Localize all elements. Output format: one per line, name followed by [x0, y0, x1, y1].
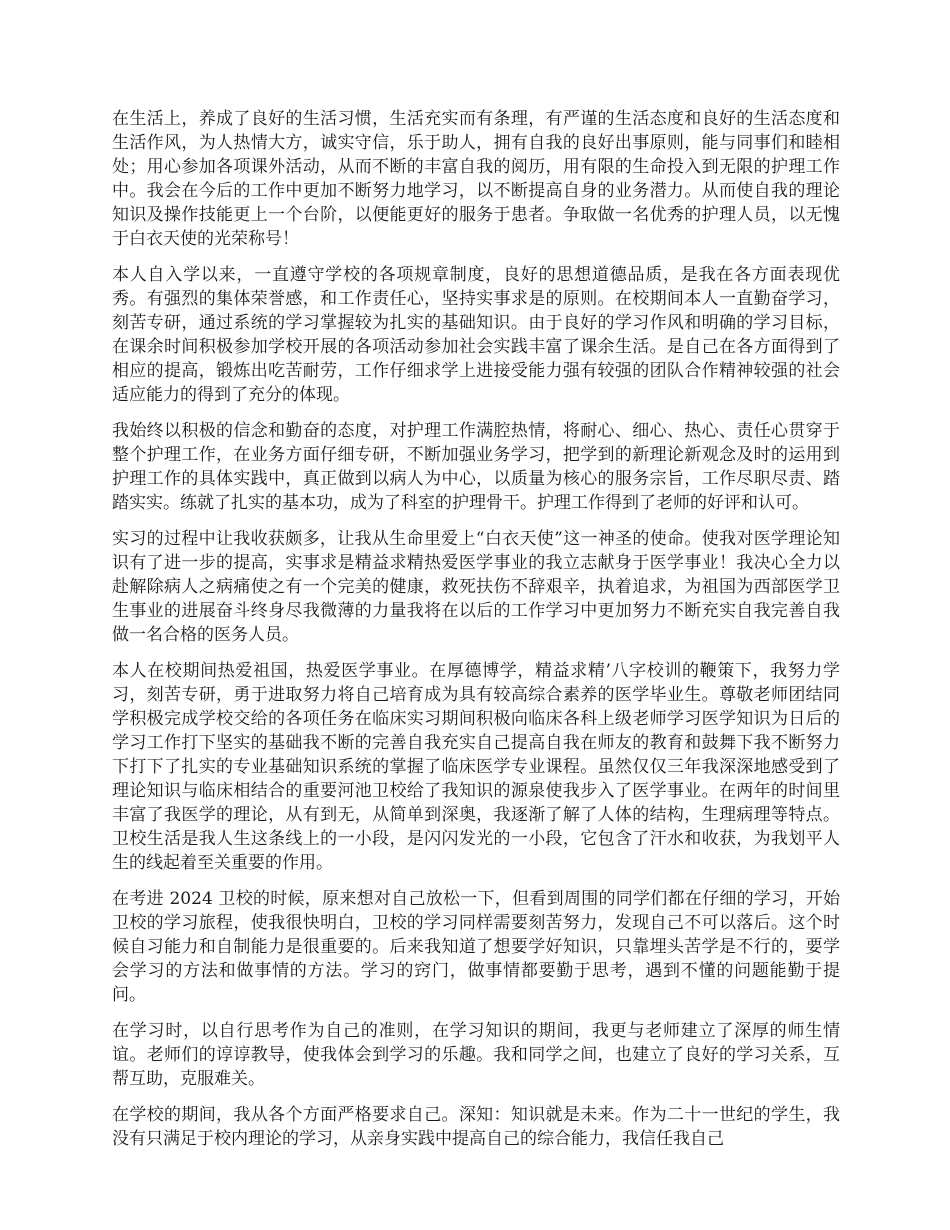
paragraph-8: 在学校的期间，我从各个方面严格要求自己。深知：知识就是未来。作为二十一世纪的学生，我没有只满足于校内理论的学习，从亲身实践中提高自己的综合能力，我信任我自己	[112, 1105, 840, 1149]
paragraph-6: 在考进 2024 卫校的时候，原来想对自己放松一下，但看到周围的同学们都在仔细的学习，开始卫校的学习旅程，使我很快明白，卫校的学习同样需要刻苦努力，发现自己不可以落后。这个时候自习能力和自制能力是很重要的。后来我知道了想要学好知识，只靠埋头苦学是不行的，要学会学习的方法和做事情的方法。学习的窍门，做事情都要勤于思考，遇到不懂的问题能勤于提问。	[112, 889, 840, 1005]
paragraph-4: 实习的过程中让我收获颇多，让我从生命里爱上“白衣天使”这一神圣的使命。使我对医学理论知识有了进一步的提高，实事求是精益求精热爱医学事业的我立志献身于医学事业！我决心全力以赴解除病人之病痛使之有一个完美的健康，救死扶伤不辞艰辛，执着追求，为祖国为西部医学卫生事业的进展奋斗终身尽我微薄的力量我将在以后的工作学习中更加努力不断充实自我完善自我做一名合格的医务人员。	[112, 529, 840, 645]
paragraph-2: 本人自入学以来，一直遵守学校的各项规章制度，良好的思想道德品质，是我在各方面表现优秀。有强烈的集体荣誉感，和工作责任心，坚持实事求是的原则。在校期间本人一直勤奋学习，刻苦专研，通过系统的学习掌握较为扎实的基础知识。由于良好的学习作风和明确的学习目标，在课余时间积极参加学校开展的各项活动参加社会实践丰富了课余生活。是自己在各方面得到了相应的提高，锻炼出吃苦耐劳，工作仔细求学上进接受能力强有较强的团队合作精神较强的社会适应能力的得到了充分的体现。	[112, 265, 840, 405]
paragraph-3: 我始终以积极的信念和勤奋的态度，对护理工作满腔热情，将耐心、细心、热心、责任心贯穿于整个护理工作，在业务方面仔细专研，不断加强业务学习，把学到的新理论新观念及时的运用到护理工作的具体实践中，真正做到以病人为中心，以质量为核心的服务宗旨，工作尽职尽责、踏踏实实。练就了扎实的基本功，成为了科室的护理骨干。护理工作得到了老师的好评和认可。	[112, 421, 840, 513]
paragraph-5: 本人在校期间热爱祖国，热爱医学事业。在厚德博学，精益求精’八字校训的鞭策下，我努力学习，刻苦专研，勇于进取努力将自己培育成为具有较高综合素养的医学毕业生。尊敬老师团结同学积极完成学校交给的各项任务在临床实习期间积极向临床各科上级老师学习医学知识为日后的学习工作打下坚实的基础我不断的完善自我充实自己提高自我在师友的教育和鼓舞下我不断努力下打下了扎实的专业基础知识系统的掌握了临床医学专业课程。虽然仅仅三年我深深地感受到了理论知识与临床相结合的重要河池卫校给了我知识的源泉使我步入了医学事业。在两年的时间里丰富了我医学的理论，从有到无，从简单到深奥，我逐渐了解了人体的结构，生理病理等特点。卫校生活是我人生这条线上的一小段，是闪闪发光的一小段，它包含了汗水和收获，为我划平人生的线起着至关重要的作用。	[112, 661, 840, 873]
document-body	[112, 107, 840, 1163]
paragraph-1: 在生活上，养成了良好的生活习惯，生活充实而有条理，有严谨的生活态度和良好的生活态度和生活作风，为人热情大方，诚实守信，乐于助人，拥有自我的良好出事原则，能与同事们和睦相处；用心参加各项课外活动，从而不断的丰富自我的阅历，用有限的生命投入到无限的护理工作中。我会在今后的工作中更加不断努力地学习，以不断提高自身的业务潜力。从而使自我的理论知识及操作技能更上一个台阶，以便能更好的服务于患者。争取做一名优秀的护理人员，以无愧于白衣天使的光荣称号！	[112, 109, 840, 249]
paragraph-7: 在学习时，以自行思考作为自己的准则，在学习知识的期间，我更与老师建立了深厚的师生情谊。老师们的谆谆教导，使我体会到学习的乐趣。我和同学之间，也建立了良好的学习关系，互帮互助，克服难关。	[112, 1021, 840, 1089]
